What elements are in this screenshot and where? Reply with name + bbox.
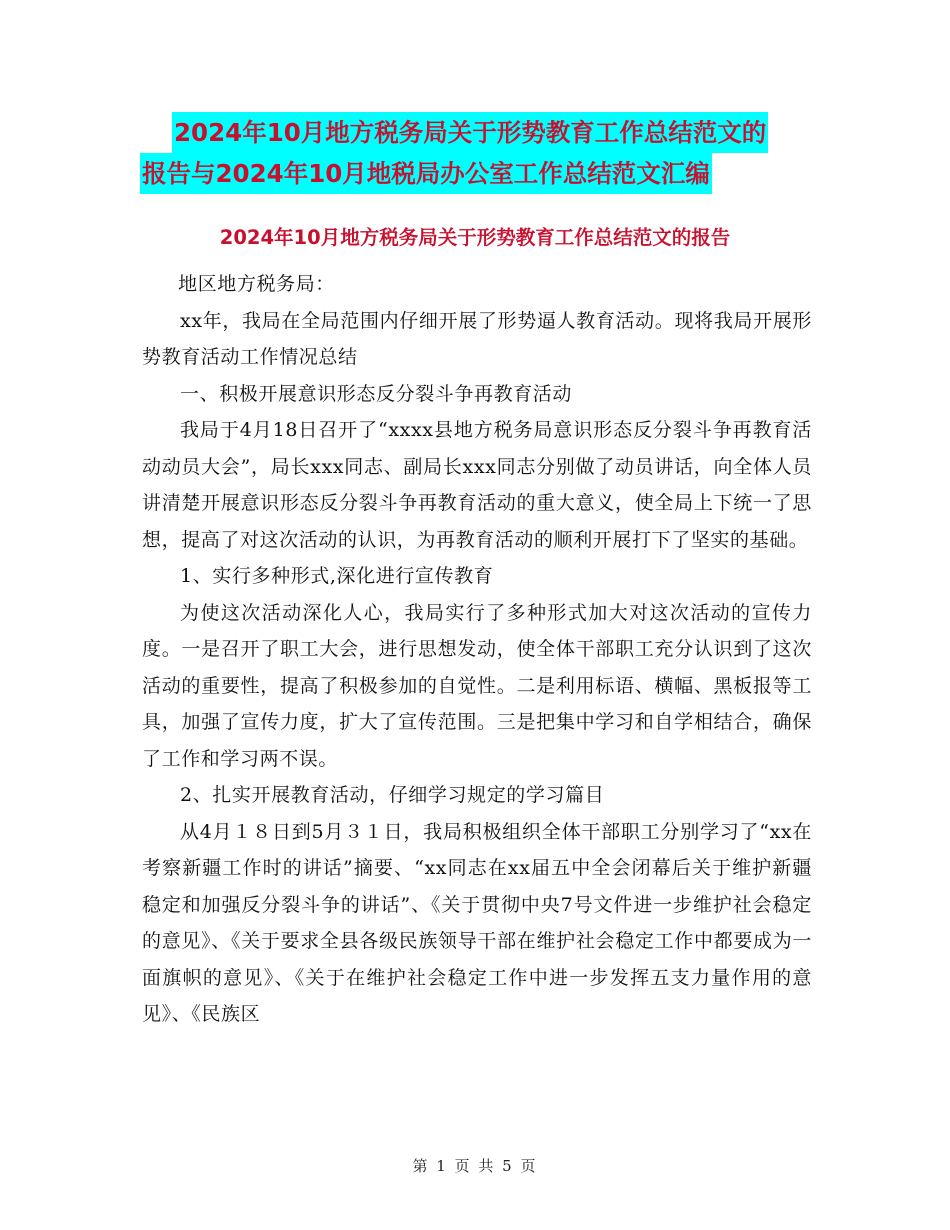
section-title: 2024年10月地方税务局关于形势教育工作总结范文的报告 bbox=[219, 226, 731, 249]
document-body bbox=[142, 266, 812, 1033]
heading-item-1: 1、实行多种形式,深化进行宣传教育 bbox=[180, 565, 494, 587]
document-title bbox=[140, 112, 830, 194]
paragraph-intro: xx年，我局在全局范围内仔细开展了形势逼人教育活动。现将我局开展形势教育活动工作情况总结 bbox=[142, 309, 812, 368]
paragraph-publicity: 为使这次活动深化人心，我局实行了多种形式加大对这次活动的宣传力度。一是召开了职工大会，进行思想发动，使全体干部职工充分认识到了这次活动的重要性，提高了积极参加的自觉性。二是利用标语、横幅、黑板报等工具，加强了宣传力度，扩大了宣传范围。三是把集中学习和自学相结合，确保了工作和学习两不误。 bbox=[142, 601, 812, 770]
document-title-line-2: 报告与2024年10月地税局办公室工作总结范文汇编 bbox=[140, 153, 712, 194]
paragraph-mobilization: 我局于4月18日召开了“xxxx县地方税务局意识形态反分裂斗争再教育活动动员大会”，局长xxx同志、副局长xxx同志分别做了动员讲话，向全体人员讲清楚开展意识形态反分裂斗争再教育活动的重大意义，使全局上下统一了思想，提高了对这次活动的认识，为再教育活动的顺利开展打下了坚实的基础。 bbox=[142, 419, 812, 551]
heading-section-1: 一、积极开展意识形态反分裂斗争再教育活动 bbox=[180, 382, 573, 405]
heading-item-2: 2、扎实开展教育活动，仔细学习规定的学习篇目 bbox=[180, 784, 605, 806]
document-title-line-1: 2024年10月地方税务局关于形势教育工作总结范文的 bbox=[172, 112, 768, 153]
paragraph-study: 从4月１８日到5月３１日，我局积极组织全体干部职工分别学习了“xx在考察新疆工作时的讲话”摘要、“xx同志在xx届五中全会闭幕后关于维护新疆稳定和加强反分裂斗争的讲话”、《关于贯彻中央7号文件进一步维护社会稳定的意见》、《关于要求全县各级民族领导干部在维护社会稳定工作中都要成为一面旗帜的意见》、《关于在维护社会稳定工作中进一步发挥五支力量作用的意见》、《民族区 bbox=[142, 820, 812, 1025]
page-number-footer: 第 1 页 共 5 页 bbox=[412, 1157, 538, 1175]
salutation: 地区地方税务局： bbox=[178, 273, 335, 295]
